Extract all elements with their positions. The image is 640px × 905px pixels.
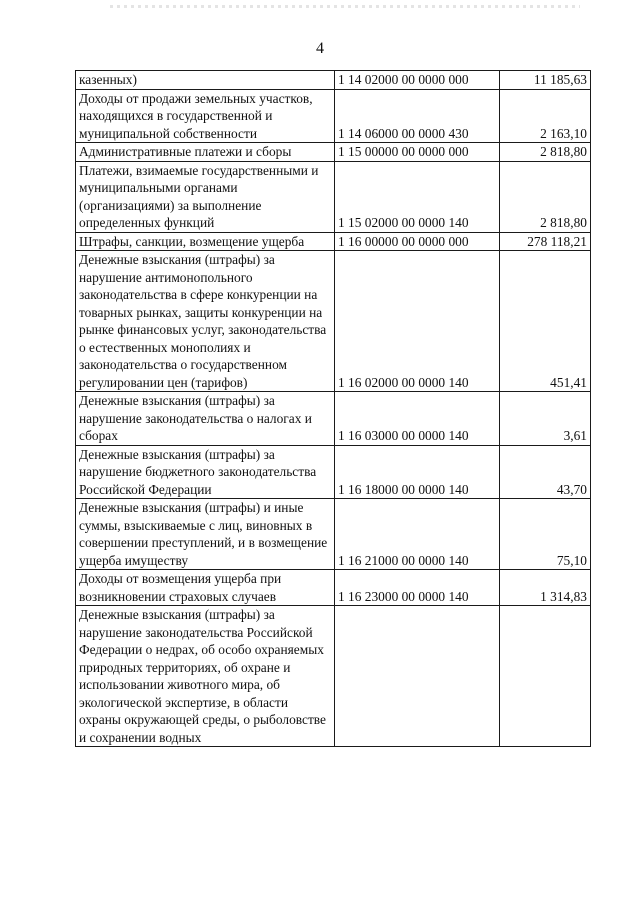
row-amount: 451,41 [500, 251, 591, 392]
row-code: 1 16 03000 00 0000 140 [335, 392, 500, 446]
row-code: 1 16 18000 00 0000 140 [335, 445, 500, 499]
row-amount: 2 818,80 [500, 143, 591, 162]
row-name: Штрафы, санкции, возмещение ущерба [76, 232, 335, 251]
row-code: 1 14 02000 00 0000 000 [335, 71, 500, 90]
table-row [76, 161, 591, 232]
row-amount: 75,10 [500, 499, 591, 570]
table-row [76, 143, 591, 162]
row-name: Доходы от возмещения ущерба при возникновении страховых случаев [76, 570, 335, 606]
row-code [335, 606, 500, 747]
page-number: 4 [316, 40, 324, 57]
row-name: Денежные взыскания (штрафы) за нарушение бюджетного законодательства Российской Федерации [76, 445, 335, 499]
row-amount: 2 818,80 [500, 161, 591, 232]
table-row [76, 499, 591, 570]
row-code: 1 14 06000 00 0000 430 [335, 89, 500, 143]
revenue-table [75, 70, 591, 747]
row-amount: 11 185,63 [500, 71, 591, 90]
table-row [76, 445, 591, 499]
row-amount: 3,61 [500, 392, 591, 446]
row-name: Денежные взыскания (штрафы) за нарушение антимонопольного законодательства в сфере конкуренции на товарных рынках, защиты конкуренции на рынке финансовых услуг, законодательства о естественных монополиях и законодательства о государственном регулировании цен (тарифов) [76, 251, 335, 392]
row-amount: 278 118,21 [500, 232, 591, 251]
row-code: 1 16 23000 00 0000 140 [335, 570, 500, 606]
row-name: Денежные взыскания (штрафы) и иные суммы, взыскиваемые с лиц, виновных в совершении преступлений, и в возмещение ущерба имуществу [76, 499, 335, 570]
row-code: 1 15 00000 00 0000 000 [335, 143, 500, 162]
table-row [76, 606, 591, 747]
row-amount: 1 314,83 [500, 570, 591, 606]
row-code: 1 16 00000 00 0000 000 [335, 232, 500, 251]
table-row [76, 251, 591, 392]
table-row [76, 232, 591, 251]
row-name: казенных) [76, 71, 335, 90]
row-code: 1 15 02000 00 0000 140 [335, 161, 500, 232]
table-row [76, 570, 591, 606]
row-code: 1 16 02000 00 0000 140 [335, 251, 500, 392]
table-row [76, 392, 591, 446]
row-name: Денежные взыскания (штрафы) за нарушение законодательства о налогах и сборах [76, 392, 335, 446]
row-code: 1 16 21000 00 0000 140 [335, 499, 500, 570]
table-row [76, 89, 591, 143]
row-name: Денежные взыскания (штрафы) за нарушение законодательства Российской Федерации о недрах, об особо охраняемых природных территориях, об охране и использовании животного мира, об экологической экспертизе, в области охраны окружающей среды, о рыболовстве и сохранении водных [76, 606, 335, 747]
row-name: Платежи, взимаемые государственными и муниципальными органами (организациями) за выполнение определенных функций [76, 161, 335, 232]
row-name: Доходы от продажи земельных участков, находящихся в государственной и муниципальной собственности [76, 89, 335, 143]
row-name: Административные платежи и сборы [76, 143, 335, 162]
row-amount [500, 606, 591, 747]
table-row [76, 71, 591, 90]
scan-artifact-strip [110, 5, 580, 8]
row-amount: 43,70 [500, 445, 591, 499]
row-amount: 2 163,10 [500, 89, 591, 143]
